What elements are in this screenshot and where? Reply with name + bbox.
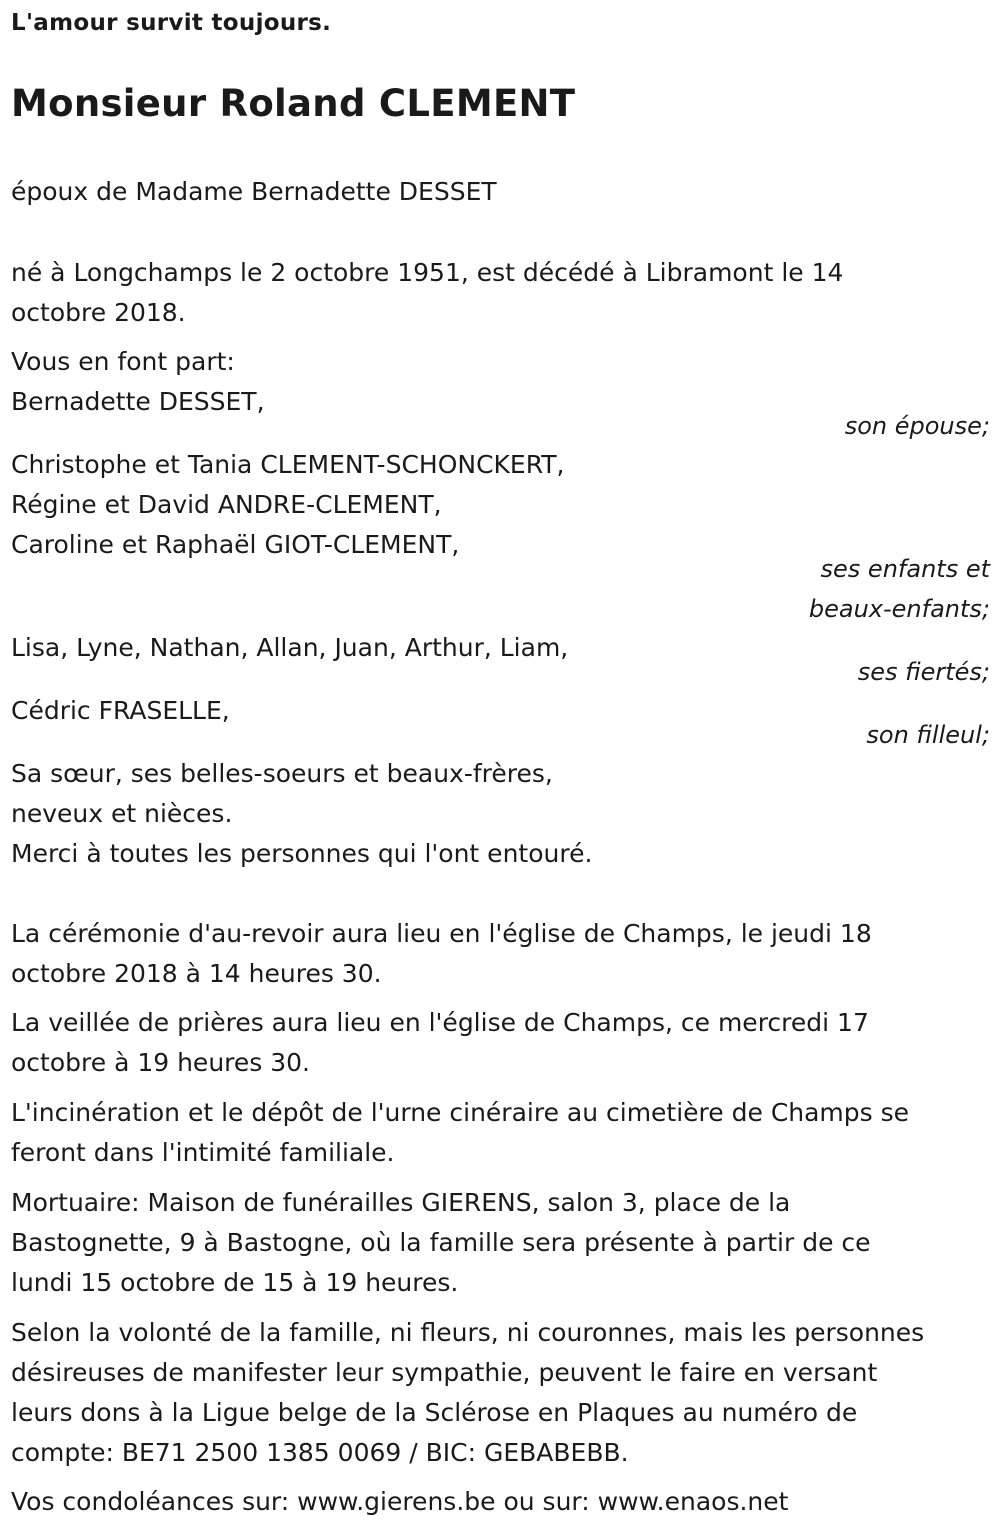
- condolences-line: [11, 1482, 986, 1522]
- child-name: Christophe et Tania CLEMENT-SCHONCKERT,: [11, 450, 565, 479]
- birth-death-line-2: octobre 2018.: [11, 298, 186, 327]
- spouse-line: [11, 172, 986, 212]
- announce-text: Vous en font part:: [11, 347, 235, 376]
- spouse-line-text: époux de Madame Bernadette DESSET: [11, 177, 497, 206]
- birth-death-line-1: né à Longchamps le 2 octobre 1951, est décédé à Libramont le 14: [11, 258, 844, 287]
- ceremony-line-1: La cérémonie d'au-revoir aura lieu en l'église de Champs, le jeudi 18: [11, 919, 872, 948]
- spouse-role: son épouse;: [844, 412, 990, 440]
- others-line-2: neveux et nièces.: [11, 799, 233, 828]
- birth-death-paragraph: [11, 253, 986, 333]
- vigil-paragraph: [11, 1003, 986, 1083]
- mortuary-line-3: lundi 15 octobre de 15 à 19 heures.: [11, 1268, 459, 1297]
- children-role-line-2: beaux-enfants;: [808, 595, 990, 623]
- condolences-text: Vos condoléances sur: www.gierens.be ou sur: www.enaos.net: [11, 1487, 789, 1516]
- announce-block: [11, 342, 986, 422]
- others-line-1: Sa sœur, ses belles-soeurs et beaux-frères,: [11, 759, 553, 788]
- children-role: [809, 549, 990, 629]
- motto: L'amour survit toujours.: [11, 10, 332, 36]
- wishes-line-2: désireuses de manifester leur sympathie, peuvent le faire en versant: [11, 1358, 878, 1387]
- godson-block: [11, 691, 986, 731]
- page-title: Monsieur Roland CLEMENT: [11, 82, 576, 125]
- vigil-line-1: La veillée de prières aura lieu en l'église de Champs, ce mercredi 17: [11, 1008, 869, 1037]
- spouse-name: Bernadette DESSET,: [11, 387, 265, 416]
- grandchildren-block: [11, 628, 986, 668]
- mortuary-paragraph: [11, 1183, 986, 1303]
- wishes-line-1: Selon la volonté de la famille, ni fleurs, ni couronnes, mais les personnes: [11, 1318, 925, 1347]
- others-line-3: Merci à toutes les personnes qui l'ont entouré.: [11, 839, 593, 868]
- grandchildren-role: ses fiertés;: [857, 658, 990, 686]
- ceremony-paragraph: [11, 914, 986, 994]
- wishes-line-4: compte: BE71 2500 1385 0069 / BIC: GEBABEBB.: [11, 1438, 629, 1467]
- others-block: [11, 754, 986, 874]
- incineration-line-1: L'incinération et le dépôt de l'urne cinéraire au cimetière de Champs se: [11, 1098, 910, 1127]
- grandchildren-names: Lisa, Lyne, Nathan, Allan, Juan, Arthur, Liam,: [11, 633, 569, 662]
- godson-name: Cédric FRASELLE,: [11, 696, 230, 725]
- wishes-line-3: leurs dons à la Ligue belge de la Sclérose en Plaques au numéro de: [11, 1398, 858, 1427]
- vigil-line-2: octobre à 19 heures 30.: [11, 1048, 310, 1077]
- incineration-paragraph: [11, 1093, 986, 1173]
- child-name: Caroline et Raphaël GIOT-CLEMENT,: [11, 530, 460, 559]
- children-role-line-1: ses enfants et: [820, 555, 990, 583]
- mortuary-line-2: Bastognette, 9 à Bastogne, où la famille sera présente à partir de ce: [11, 1228, 871, 1257]
- wishes-paragraph: [11, 1313, 986, 1473]
- child-name: Régine et David ANDRE-CLEMENT,: [11, 490, 442, 519]
- ceremony-line-2: octobre 2018 à 14 heures 30.: [11, 959, 382, 988]
- incineration-line-2: feront dans l'intimité familiale.: [11, 1138, 395, 1167]
- mortuary-line-1: Mortuaire: Maison de funérailles GIERENS, salon 3, place de la: [11, 1188, 791, 1217]
- godson-role: son filleul;: [866, 721, 990, 749]
- children-block: [11, 445, 986, 565]
